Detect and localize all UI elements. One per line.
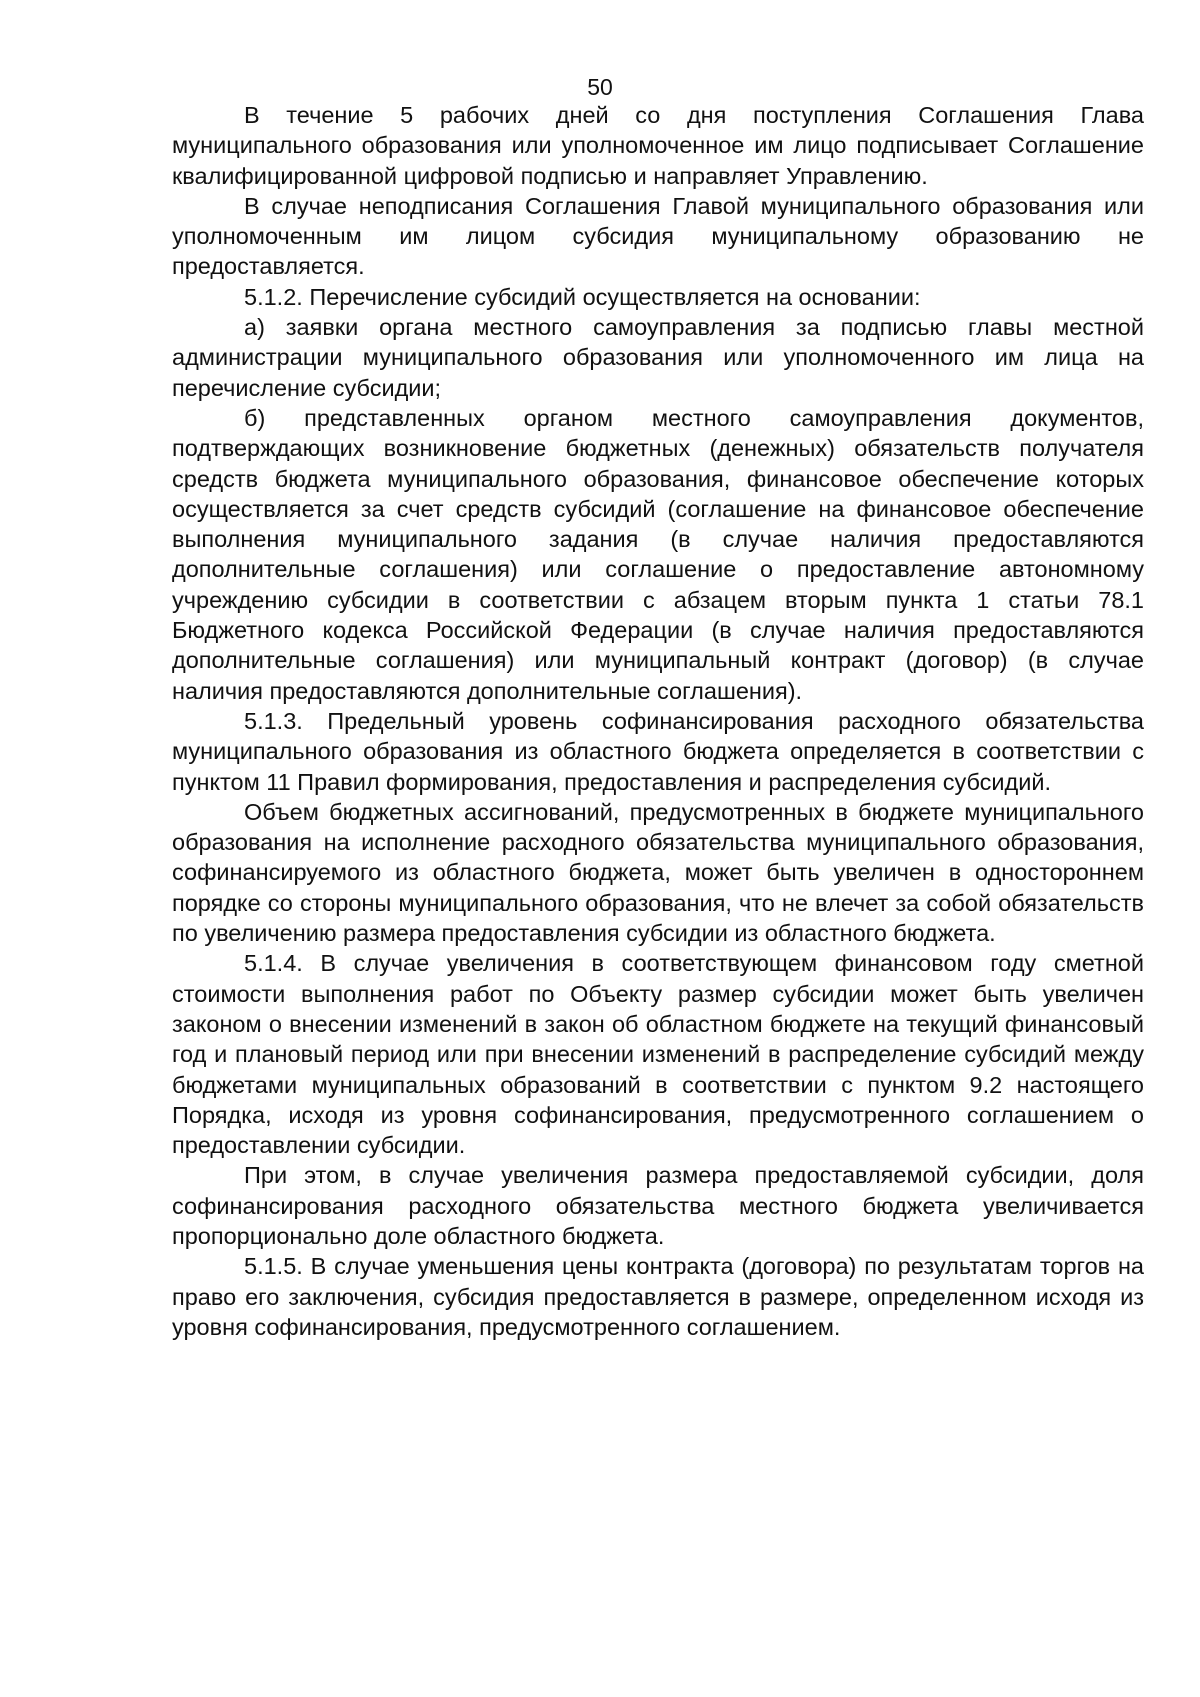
paragraph-5-1-4: 5.1.4. В случае увеличения в соответствующем финансовом году сметной стоимости выполнения работ по Объекту размер субсидии может быть увеличен законом о внесении изменений в закон об областном бюджете на текущий финансовый год и плановый период или при внесении изменений в распределение субсидий между бюджетами муниципальных образований в соответствии с пунктом 9.2 настоящего Порядка, исходя из уровня софинансирования, предусмотренного соглашением о предоставлении субсидии. (172, 950, 1144, 1159)
paragraph-5-1-2-b: б) представленных органом местного самоуправления документов, подтверждающих возникновение бюджетных (денежных) обязательств получателя средств бюджета муниципального образования, финансовое обеспечение которых осуществляется за счет средств субсидий (соглашение на финансовое обеспечение выполнения муниципального задания (в случае наличия предоставляются дополнительные соглашения) или соглашение о предоставление автономному учреждению субсидии в соответствии с абзацем вторым пункта 1 статьи 78.1 Бюджетного кодекса Российской Федерации (в случае наличия предоставляются дополнительные соглашения) или муниципальный контракт (договор) (в случае наличия предоставляются дополнительные соглашения). (172, 404, 1144, 704)
paragraph-not-signed: В случае неподписания Соглашения Главой муниципального образования или уполномоченным им лицом субсидия муниципальному образованию не предоставляется. (172, 192, 1144, 280)
paragraph-signing-deadline: В течение 5 рабочих дней со дня поступления Соглашения Глава муниципального образования или уполномоченное им лицо подписывает Соглашение квалифицированной цифровой подписью и направляет Управлению. (172, 102, 1144, 189)
paragraph-budget-volume: Объем бюджетных ассигнований, предусмотренных в бюджете муниципального образования на исполнение расходного обязательства муниципального образования, софинансируемого из областного бюджета, может быть увеличен в одностороннем порядке со стороны муниципального образования, что не влечет за собой обязательств по увеличению размера предоставления субсидии из областного бюджета. (172, 798, 1144, 947)
paragraph-5-1-2: 5.1.2. Перечисление субсидий осуществляется на основании: (244, 283, 921, 310)
paragraph-cofinancing-share: При этом, в случае увеличения размера предоставляемой субсидии, доля софинансирования расходного обязательства местного бюджета увеличивается пропорционально доле областного бюджета. (172, 1162, 1144, 1249)
paragraph-5-1-2-a: а) заявки органа местного самоуправления за подписью главы местной администрации муниципального образования или уполномоченного им лица на перечисление субсидии; (172, 314, 1144, 401)
document-body (172, 100, 1144, 1342)
page-number: 50 (587, 74, 613, 100)
paragraph-5-1-5: 5.1.5. В случае уменьшения цены контракта (договора) по результатам торгов на право его заключения, субсидия предоставляется в размере, определенном исходя из уровня софинансирования, предусмотренного соглашением. (172, 1253, 1144, 1340)
paragraph-5-1-3: 5.1.3. Предельный уровень софинансирования расходного обязательства муниципального образования из областного бюджета определяется в соответствии с пунктом 11 Правил формирования, предоставления и распределения субсидий. (172, 707, 1144, 795)
